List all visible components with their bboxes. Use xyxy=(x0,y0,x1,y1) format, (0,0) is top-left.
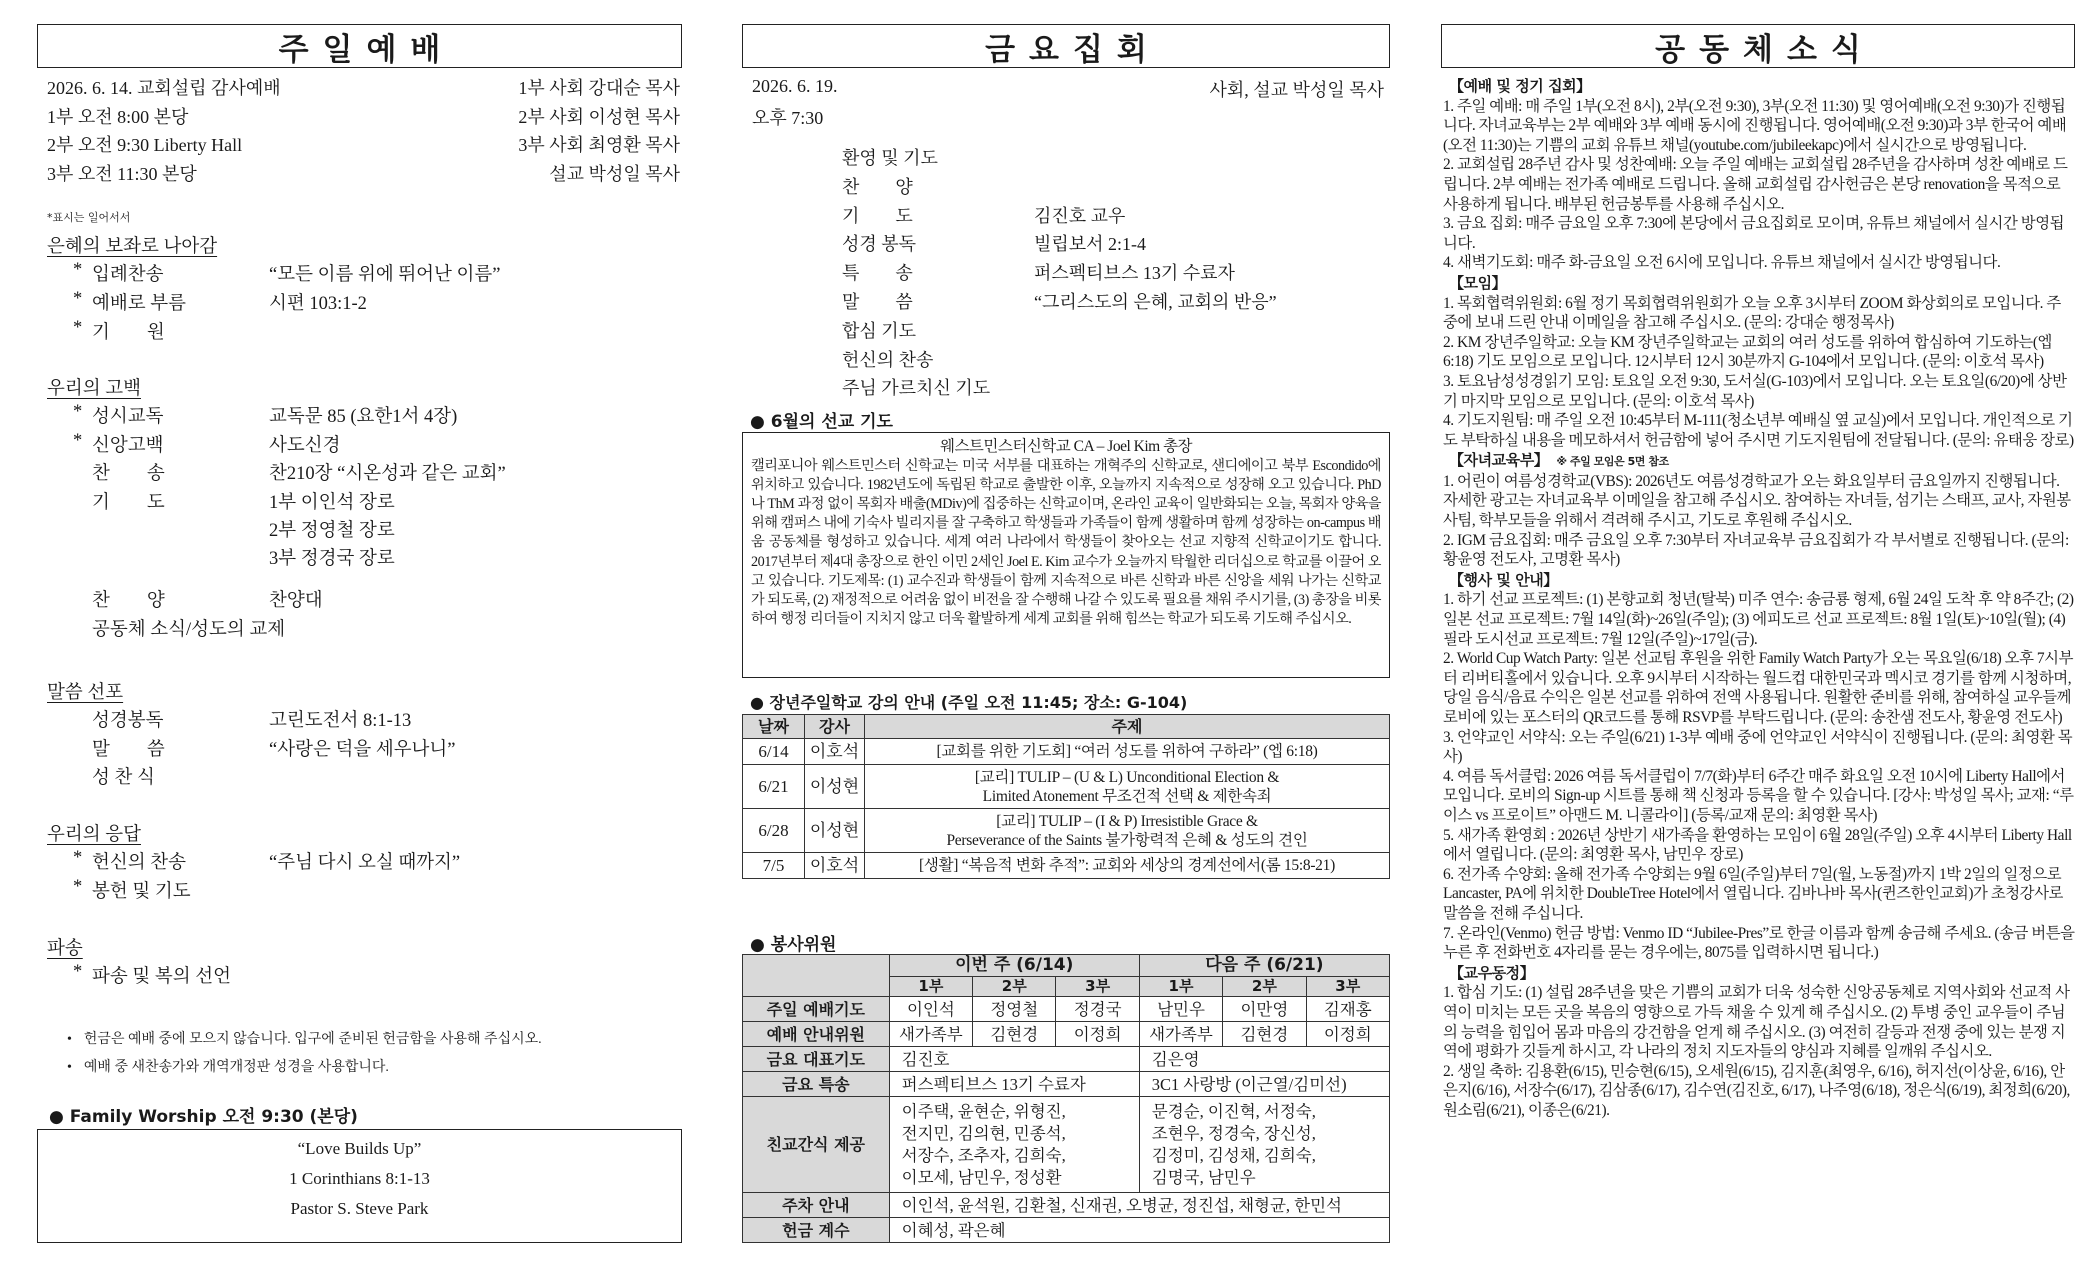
class-date: 6/28 xyxy=(743,809,805,853)
class-topic-line: [교리] TULIP – (I & P) Irresistible Grace & xyxy=(996,812,1258,830)
class-speaker: 이호석 xyxy=(805,739,865,765)
friday-order-row xyxy=(842,317,1382,346)
volunteer-name: 퍼스펙티브스 13기 수료자 xyxy=(889,1072,1139,1097)
friday-order-row xyxy=(842,202,1382,231)
news-section-label: 【행사 및 안내】 xyxy=(1449,570,1558,589)
class-speaker: 이호석 xyxy=(805,853,865,879)
friday-order-item: 환영 및 기도 xyxy=(842,148,938,168)
liturgy-item: 기 도 xyxy=(92,492,165,513)
news-item: 6. 전가족 수양회: 올해 전가족 수양회는 9월 6일(주일)부터 7일(월, 노동절)까지 1박 2일의 일정으로 Lancaster, PA에 위치한 DoubleTree Hotel에서 열립니다. 김바나바 목사(퀸즈한인교회)가 초청강사로 말씀을 전해 주십니다. xyxy=(1443,865,2063,922)
news-item: 7. 온라인(Venmo) 헌금 방법: Venmo ID “Jubilee-Pres”로 한글 이름과 함께 송금해 주세요. (송금 버튼을 누른 후 전화번호 4자리를 묻는 경우에는, 8075를 입력하시면 됩니다.) xyxy=(1443,924,2075,962)
liturgy-item: 봉헌 및 기도 xyxy=(92,881,191,902)
volunteer-row xyxy=(743,1193,1390,1218)
liturgy-row xyxy=(47,848,677,876)
volunteer-name: 김현경 xyxy=(1223,1022,1306,1047)
worship-note-text: 헌금은 예배 중에 모으지 않습니다. 입구에 준비된 헌금함을 사용해 주십시오. xyxy=(83,1032,542,1047)
volunteer-table xyxy=(742,954,1390,1243)
news-item: 3. 토요남성성경읽기 모임: 토요일 오전 9:30, 도서실(G-103)에서 모입니다. 오는 토요일(6/20)에 상반기 마지막 모임으로 모입니다. (문의: 이호석 목사) xyxy=(1443,372,2067,410)
news-section-title xyxy=(1443,571,2075,591)
liturgy-item: 파송 및 복의 선언 xyxy=(92,967,231,987)
news-item: 1. 주일 예배: 매 주일 1부(오전 8시), 2부(오전 9:30), 3부(오전 11:30) 및 영어예배(오전 9:30)가 진행됩니다. 자녀교육부는 2부 예배와 3부 예배 동시에 진행됩니다. 영어예배(오전 9:30)과 3부 한국어 예배(오전 11:30)는 기쁨의 교회 유튜브 채널(youtube.com/jubileekapc)에서 실시간으로 방영됩니다. xyxy=(1443,97,2067,154)
liturgy-item: 기 원 xyxy=(92,323,165,343)
sunday-title: 주일예배 xyxy=(37,24,682,68)
liturgy-item: 성경봉독 xyxy=(92,711,164,731)
mission-title-label: 6월의 선교 기도 xyxy=(770,412,893,432)
liturgy-row xyxy=(47,260,677,288)
family-worship-label: Family Worship 오전 9:30 (본당) xyxy=(69,1107,358,1127)
liturgy-content: 사도신경 xyxy=(269,435,341,456)
snack-name-line: 김명국, 남민우 xyxy=(1151,1167,1256,1187)
friday-order-item: 찬 양 xyxy=(842,176,913,197)
news-item: 2. IGM 금요집회: 매주 금요일 오후 7:30부터 자녀교육부 금요집회가 각 부서별로 진행됩니다. (문의: 황윤영 전도사, 고명환 목사) xyxy=(1443,531,2069,569)
class-date: 6/14 xyxy=(743,739,805,765)
volunteer-name: 이정희 xyxy=(1306,1022,1389,1047)
mission-box xyxy=(742,432,1390,678)
news-item: 2. World Cup Watch Party: 일본 선교팀 후원을 위한 Family Watch Party가 오는 목요일(6/18) 오후 7시부터 리버티홀에서 있습니다. 오후 9시부터 시작하는 월드컵 대한민국과 멕시코 경기를 함께 시청하며, 당일 음식/음료 수익은 일본 선교를 위하여 전액 사용됩니다. 원활한 준비를 위해, 참여하실 교우들께 로비에 있는 포스터의 QR코드를 통해 RSVP를 부탁드립니다. (문의: 송찬샘 전도사, 황윤영 전도사) xyxy=(1443,650,2073,726)
liturgy-row xyxy=(47,431,677,459)
liturgy-row xyxy=(47,877,677,905)
news-item: 2. 생일 축하: 김용환(6/15), 민승현(6/15), 오세원(6/15), 김지훈(최영우, 6/16), 허지선(이상윤, 6/16), 안은지(6/16), 서장수(6/17), 김삼종(6/17), 김수연(김진호, 6/17), 나주영(6/18), 정은식(6/19), 최정희(6/20), 원소림(6/21), 이종은(6/21). xyxy=(1443,1062,2070,1119)
news-section-label: 【자녀교육부】 xyxy=(1449,451,1549,470)
friday-order-item: 기 도 xyxy=(842,205,913,226)
liturgy-row xyxy=(47,763,677,791)
snack-name-line: 서장수, 조추자, 김희숙, xyxy=(901,1145,1066,1165)
volunteer-name: 김현경 xyxy=(973,1022,1056,1047)
vol-service-col: 3부 xyxy=(1306,977,1389,997)
stand-note: *표시는 일어서서 xyxy=(47,211,131,224)
news-item: 2. KM 장년주일학교: 오늘 KM 장년주일학교는 교회의 여러 성도를 위하여 합심하여 기도하는(엡 6:18) 기도 모임으로 모입니다. 12시부터 12시 30분까지 G-104에서 모입니다. (문의: 이호석 목사) xyxy=(1443,333,2052,371)
service-line: 2026. 6. 14. 교회설립 감사예배 xyxy=(47,78,281,98)
volunteer-name: 이정희 xyxy=(1056,1022,1139,1047)
volunteer-name: 정경국 xyxy=(1056,997,1139,1022)
liturgy-section-title: 우리의 고백 xyxy=(47,379,141,399)
friday-order-item: 특 송 xyxy=(842,263,913,284)
volunteer-name: 새가족부 xyxy=(1139,1022,1222,1047)
community-news-item: 공동체 소식/성도의 교제 xyxy=(92,620,286,640)
snack-name-line: 문경순, 이진혁, 서정숙, xyxy=(1151,1101,1316,1121)
news-item: 2. 교회설립 28주년 감사 및 성찬예배: 오늘 주일 예배는 교회설립 28주년을 감사하며 성찬 예배로 드립니다. 2부 예배는 전가족 예배로 드립니다. 올해 교회설립 감사헌금은 본당 renovation을 목적으로 사용하게 됩니다. 배부된 헌금봉투를 사용해 주십시오. xyxy=(1443,156,2068,213)
stand-mark: * xyxy=(73,848,83,868)
volunteer-name: 이만영 xyxy=(1223,997,1306,1022)
volunteer-name: 이인석 xyxy=(889,997,972,1022)
vol-this-week: 이번 주 (6/14) xyxy=(889,955,1139,977)
bullet-dot: • xyxy=(67,1032,72,1047)
class-speaker: 이성현 xyxy=(805,765,865,809)
volunteer-role: 주일 예배기도 xyxy=(743,997,890,1022)
liturgy-item: 성시교독 xyxy=(92,407,164,427)
news-section-title xyxy=(1443,77,2075,97)
family-worship-title: ● Family Worship 오전 9:30 (본당) xyxy=(49,1107,358,1127)
class-title: ● 장년주일학교 강의 안내 (주일 오전 11:45; 장소: G-104) xyxy=(750,693,1188,712)
liturgy-section-title: 우리의 응답 xyxy=(47,825,141,845)
volunteer-row xyxy=(743,1097,1390,1193)
liturgy-item: 말 씀 xyxy=(92,739,165,760)
friday-title: 금요집회 xyxy=(742,24,1390,68)
stand-mark: * xyxy=(73,260,83,280)
friday-order-row xyxy=(842,288,1382,317)
bullet-dot: • xyxy=(67,1060,72,1075)
friday-order-content: “그리스도의 은혜, 교회의 반응” xyxy=(1034,291,1277,312)
class-topic-line: Limited Atonement 무조건적 선택 & 제한속죄 xyxy=(982,787,1272,805)
news-item: 1. 합심 기도: (1) 설립 28주년을 맞은 기쁨의 교회가 더욱 성숙한 신앙공동체로 지역사회와 선교적 사역이 미치는 모든 곳을 복음의 영향으로 가득 채울 수 있게 해 주십시오. (2) 투병 중인 교우들이 주님의 능력을 힘입어 몸과 마음의 강건함을 얻게 해 주십시오. (3) 여전히 갈등과 전쟁 중에 있는 분쟁 지역에 평화가 깃들게 하시고, 각 나라의 정치 지도자들의 양심과 지혜를 일깨워 주십시오. xyxy=(1443,984,2070,1061)
liturgy-content: “모든 이름 위에 뛰어난 이름” xyxy=(269,265,501,285)
class-topic-line: [생활] “복음적 변화 추적”: 교회와 세상의 경계선에서(롬 15:8-21) xyxy=(919,857,1335,874)
news-section-label: 【모임】 xyxy=(1449,273,1507,292)
stand-mark: * xyxy=(73,318,83,338)
mission-title: ● 6월의 선교 기도 xyxy=(750,412,893,432)
vol-service-col: 2부 xyxy=(973,977,1056,997)
news-column xyxy=(1441,24,2075,1119)
friday-order-item: 성경 봉독 xyxy=(842,234,917,255)
liturgy-section-title: 파송 xyxy=(47,939,83,959)
volunteer-role: 금요 대표기도 xyxy=(743,1047,890,1072)
news-section-label: 【교우동정】 xyxy=(1449,963,1535,982)
mission-heading: 웨스트민스터신학교 CA – Joel Kim 총장 xyxy=(939,438,1193,455)
vol-next-week: 다음 주 (6/21) xyxy=(1139,955,1389,977)
friday-order-row xyxy=(842,374,1382,403)
snack-name-line: 김정미, 김성채, 김희숙, xyxy=(1151,1145,1316,1165)
vol-service-col: 1부 xyxy=(1139,977,1222,997)
friday-column xyxy=(742,24,1390,1240)
class-topic xyxy=(865,765,1390,809)
liturgy-content: 1부 이인석 장로 xyxy=(269,492,395,513)
volunteer-name: 새가족부 xyxy=(889,1022,972,1047)
class-topic xyxy=(865,853,1390,879)
family-worship-line: Pastor S. Steve Park xyxy=(290,1199,429,1218)
class-row xyxy=(743,853,1390,879)
sunday-head-left xyxy=(47,74,281,188)
liturgy-row xyxy=(47,586,677,614)
liturgy-item: 예배로 부름 xyxy=(92,294,186,314)
pray-3: 3부 정경국 장로 xyxy=(269,549,395,569)
volunteer-title-label: 봉사위원 xyxy=(770,935,837,955)
friday-order-row xyxy=(842,259,1382,288)
liturgy-content: 고린도전서 8:1-13 xyxy=(269,711,412,731)
news-section-title xyxy=(1443,964,2075,984)
liturgy-content: 교독문 85 (요한1서 4장) xyxy=(269,407,458,427)
friday-order-row xyxy=(842,144,1382,173)
friday-date: 2026. 6. 19. xyxy=(752,76,838,96)
volunteer-role: 금요 특송 xyxy=(743,1072,890,1097)
family-worship-line: 1 Corinthians 8:1-13 xyxy=(289,1169,430,1188)
liturgy-row xyxy=(47,459,677,487)
news-section-title xyxy=(1443,451,2075,472)
class-col-speaker: 강사 xyxy=(805,715,865,739)
class-row xyxy=(743,765,1390,809)
class-date: 7/5 xyxy=(743,853,805,879)
news-item: 4. 여름 독서클럽: 2026 여름 독서클럽이 7/7(화)부터 6주간 매주 화요일 오전 10시에 Liberty Hall에서 모입니다. 로비의 Sign-up 시트를 통해 책 신청과 등록을 할 수 있습니다. [강사: 박성일 목사; 교재: “루이스 vs 프로이트” 아맨드 M. 니콜라이] (등록/교재 문의: 최영환 목사) xyxy=(1443,767,2074,824)
friday-order xyxy=(842,144,1382,403)
class-topic-line: Perseverance of the Saints 불가항력적 은혜 & 성도의 견인 xyxy=(946,831,1308,849)
vol-service-col: 2부 xyxy=(1223,977,1306,997)
liturgy-row xyxy=(47,289,677,317)
volunteer-row xyxy=(743,1047,1390,1072)
host-line: 1부 사회 강대순 목사 xyxy=(518,78,680,98)
class-topic-line: [교리] TULIP – (U & L) Unconditional Election & xyxy=(974,768,1280,786)
liturgy-section-title: 은혜의 보좌로 나아감 xyxy=(47,237,218,257)
liturgy-content: 시편 103:1-2 xyxy=(269,294,367,314)
friday-order-row xyxy=(842,346,1382,375)
liturgy-row xyxy=(47,402,677,430)
news-item: 1. 목회협력위원회: 6월 정기 목회협력위원회가 오늘 오후 3시부터 ZOOM 화상회의로 모입니다. 주중에 보내 드린 안내 이메일을 참고해 주십시오. (문의: 강대순 행정목사) xyxy=(1443,294,2061,332)
snack-name-line: 이주택, 윤현순, 위형진, xyxy=(901,1101,1066,1121)
class-col-date: 날짜 xyxy=(743,715,805,739)
news-item: 3. 언약교인 서약식: 오는 주일(6/21) 1-3부 예배 중에 언약교인 서약식이 진행됩니다. (문의: 최영환 목사) xyxy=(1443,728,2073,766)
news-item: 4. 기도지원팀: 매 주일 오전 10:45부터 M-111(청소년부 예배실 옆 교실)에서 모입니다. 개인적으로 기도 부탁하실 내용을 메모하셔서 헌금함에 넣어 주시면 기도지원팀에 전달됩니다. (문의: 유태웅 장로) xyxy=(1443,412,2074,449)
liturgy-section-title: 말씀 선포 xyxy=(47,683,124,703)
class-row xyxy=(743,809,1390,853)
news-item: 3. 금요 집회: 매주 금요일 오후 7:30에 본당에서 금요집회로 모이며, 유튜브 채널에서 실시간 방영됩니다. xyxy=(1443,215,2065,252)
news-item: 5. 새가족 환영회 : 2026년 상반기 새가족을 환영하는 모임이 6월 28일(주일) 오후 4시부터 Liberty Hall에서 열립니다. (문의: 최영환 목사, 남민우 장로) xyxy=(1443,826,2072,864)
service-line: 2부 오전 9:30 Liberty Hall xyxy=(47,135,243,155)
family-worship-box xyxy=(37,1129,682,1243)
liturgy-item: 입례찬송 xyxy=(92,265,164,285)
class-topic xyxy=(865,739,1390,765)
news-title: 공동체소식 xyxy=(1441,24,2075,68)
vol-service-col: 1부 xyxy=(889,977,972,997)
liturgy-item: 성 찬 식 xyxy=(92,768,155,788)
service-line: 3부 오전 11:30 본당 xyxy=(47,163,197,184)
friday-order-item: 헌신의 찬송 xyxy=(842,349,934,370)
class-table xyxy=(742,714,1390,879)
liturgy-item: 찬 양 xyxy=(92,591,165,611)
volunteer-name: 김은영 xyxy=(1139,1047,1389,1072)
news-item: 4. 새벽기도회: 매주 화-금요일 오전 6시에 모입니다. 유튜브 채널에서 실시간 방영됩니다. xyxy=(1443,254,2001,272)
friday-order-content: 김진호 교우 xyxy=(1034,205,1126,226)
class-col-topic: 주제 xyxy=(865,715,1390,739)
friday-order-content: 퍼스펙티브스 13기 수료자 xyxy=(1034,263,1235,284)
liturgy-content: 찬210장 “시온성과 같은 교회” xyxy=(269,464,506,484)
friday-order-content: 빌립보서 2:1-4 xyxy=(1034,234,1147,255)
volunteer-name: 남민우 xyxy=(1139,997,1222,1022)
stand-mark: * xyxy=(73,402,83,422)
stand-mark: * xyxy=(73,876,83,897)
volunteer-role: 친교간식 제공 xyxy=(743,1097,890,1193)
worship-note xyxy=(67,1054,542,1082)
friday-order-item: 말 씀 xyxy=(842,291,913,312)
friday-order-row xyxy=(842,173,1382,202)
host-line: 설교 박성일 목사 xyxy=(549,163,680,184)
liturgy-row xyxy=(47,488,677,516)
volunteer-row xyxy=(743,1072,1390,1097)
volunteer-role: 주차 안내 xyxy=(743,1193,890,1218)
friday-time: 오후 7:30 xyxy=(752,108,824,128)
service-line: 1부 오전 8:00 본당 xyxy=(47,106,189,127)
volunteer-role: 예배 안내위원 xyxy=(743,1022,890,1047)
liturgy-row xyxy=(47,735,677,763)
friday-order-row xyxy=(842,230,1382,259)
liturgy-content: “주님 다시 오실 때까지” xyxy=(269,853,461,873)
volunteer-title: ● 봉사위원 xyxy=(750,935,837,955)
liturgy-row xyxy=(47,318,677,346)
class-speaker: 이성현 xyxy=(805,809,865,853)
volunteer-row xyxy=(743,997,1390,1022)
worship-note xyxy=(67,1026,542,1054)
family-worship-line: “Love Builds Up” xyxy=(297,1139,422,1158)
liturgy-row xyxy=(47,962,677,990)
news-body xyxy=(1443,76,2075,1120)
host-line: 2부 사회 이성현 목사 xyxy=(518,106,680,127)
class-title-label: 장년주일학교 강의 안내 (주일 오전 11:45; 장소: G-104) xyxy=(769,693,1188,712)
volunteer-role: 헌금 계수 xyxy=(743,1218,890,1243)
friday-order-item: 주님 가르치신 기도 xyxy=(842,378,991,399)
liturgy-content: 찬양대 xyxy=(269,591,323,611)
volunteer-name: 이혜성, 곽은혜 xyxy=(889,1218,1389,1243)
worship-note-text: 예배 중 새찬송가와 개역개정판 성경을 사용합니다. xyxy=(83,1060,389,1075)
sunday-head-right xyxy=(518,74,680,188)
liturgy-item: 헌신의 찬송 xyxy=(92,853,186,873)
volunteer-name-list xyxy=(1139,1097,1389,1193)
class-topic-line: [교회를 위한 기도회] “여러 성도를 위하여 구하라” (엡 6:18) xyxy=(936,743,1318,760)
news-section-label: 【예배 및 정기 집회】 xyxy=(1449,77,1591,95)
snack-name-line: 전지민, 김의현, 민종석, xyxy=(901,1123,1066,1143)
volunteer-row xyxy=(743,1218,1390,1243)
volunteer-name: 정영철 xyxy=(973,997,1056,1022)
class-date: 6/21 xyxy=(743,765,805,809)
news-item: 1. 어린이 여름성경학교(VBS): 2026년도 여름성경학교가 오는 화요일부터 금요일까지 진행됩니다. 자세한 광고는 자녀교육부 이메일을 참고해 주십시오. 참여하는 자녀들, 섬기는 스태프, 교사, 자원봉사팀, 학부모들을 위해서 격려해 주시고, 기도로 후원해 주십시오. xyxy=(1443,472,2071,530)
news-item: 1. 하기 선교 프로젝트: (1) 본향교회 청년(탈북) 미주 연수: 송금룡 형제, 6월 24일 도착 후 약 8주간; (2) 일본 선교 프로젝트: 7월 14일(화)~26일(주일); (3) 에피도르 선교 프로젝트: 8월 1일(토)~10일(월); (4) 필라 도시선교 프로젝트: 7월 12일(주일)~17일(금). xyxy=(1443,591,2074,648)
friday-leader: 사회, 설교 박성일 목사 xyxy=(1209,80,1384,100)
class-row xyxy=(743,739,1390,765)
liturgy-item: 찬 송 xyxy=(92,464,165,484)
pray-2: 2부 정영철 장로 xyxy=(269,521,395,541)
volunteer-name-list xyxy=(889,1097,1139,1193)
vol-service-col: 3부 xyxy=(1056,977,1139,997)
host-line: 3부 사회 최영환 목사 xyxy=(518,135,680,155)
volunteer-name: 이인석, 윤석원, 김환철, 신재권, 오병균, 정진섭, 채형균, 한민석 xyxy=(889,1193,1389,1218)
snack-name-line: 이모세, 남민우, 정성환 xyxy=(901,1167,1062,1187)
stand-mark: * xyxy=(73,430,83,451)
volunteer-row xyxy=(743,1022,1390,1047)
snack-name-line: 조현우, 정경숙, 장신성, xyxy=(1151,1123,1316,1143)
volunteer-name: 김재홍 xyxy=(1306,997,1389,1022)
mission-body: 캘리포니아 웨스트민스터 신학교는 미국 서부를 대표하는 개혁주의 신학교로, 샌디에이고 북부 Escondido에 위치하고 있습니다. 1982년도에 독립된 학교로 출발한 이후, 오늘까지 지속적으로 성장해 오고 있습니다. PhD나 ThM 과정 없이 목회자 배출(MDiv)에 집중하는 신학교이며, 온라인 교육이 일반화되는 오늘, 목회자 양육을 위해 캠퍼스 내에 기숙사 빌리지를 잘 구축하고 학생들과 가족들이 함께 생활하며 함께 성장하는 on-campus 배움 공동체를 형성하고 있습니다. 세계 여러 나라에서 학생들이 찾아오는 선교 지향적 신학교이기도 합니다. 2017년부터 제4대 총장으로 한인 이민 2세인 Joel E. Kim 교수가 오늘까지 탁월한 리더십으로 학교를 이끌어 오고 있습니다. 기도제목: (1) 교수진과 학생들이 함께 지속적으로 바른 신학과 바른 신앙을 세워 나가는 신학교가 되도록, (2) 재정적으로 어려움 없이 비전을 잘 수행해 나갈 수 있도록 필요를 채워 주시기를, (3) 총장을 비롯하여 행정 리더들이 지치지 않고 더욱 활발하게 세계 교회를 위해 힘쓰는 학교가 되도록 기도해 주십시오. xyxy=(751,458,1381,627)
liturgy-item: 신앙고백 xyxy=(92,435,164,456)
news-section-title xyxy=(1443,274,2075,294)
class-topic xyxy=(865,809,1390,853)
liturgy-row xyxy=(47,706,677,734)
sunday-column xyxy=(37,24,682,1218)
stand-mark: * xyxy=(73,962,83,982)
worship-notes xyxy=(67,1026,542,1082)
stand-mark: * xyxy=(73,289,83,309)
news-section-note: ※ 주일 모임은 5면 참조 xyxy=(1556,455,1669,469)
volunteer-name: 김진호 xyxy=(889,1047,1139,1072)
friday-order-item: 합심 기도 xyxy=(842,320,917,341)
volunteer-name: 3C1 사랑방 (이근열/김미선) xyxy=(1139,1072,1389,1097)
liturgy-content: “사랑은 덕을 세우나니” xyxy=(269,739,456,760)
